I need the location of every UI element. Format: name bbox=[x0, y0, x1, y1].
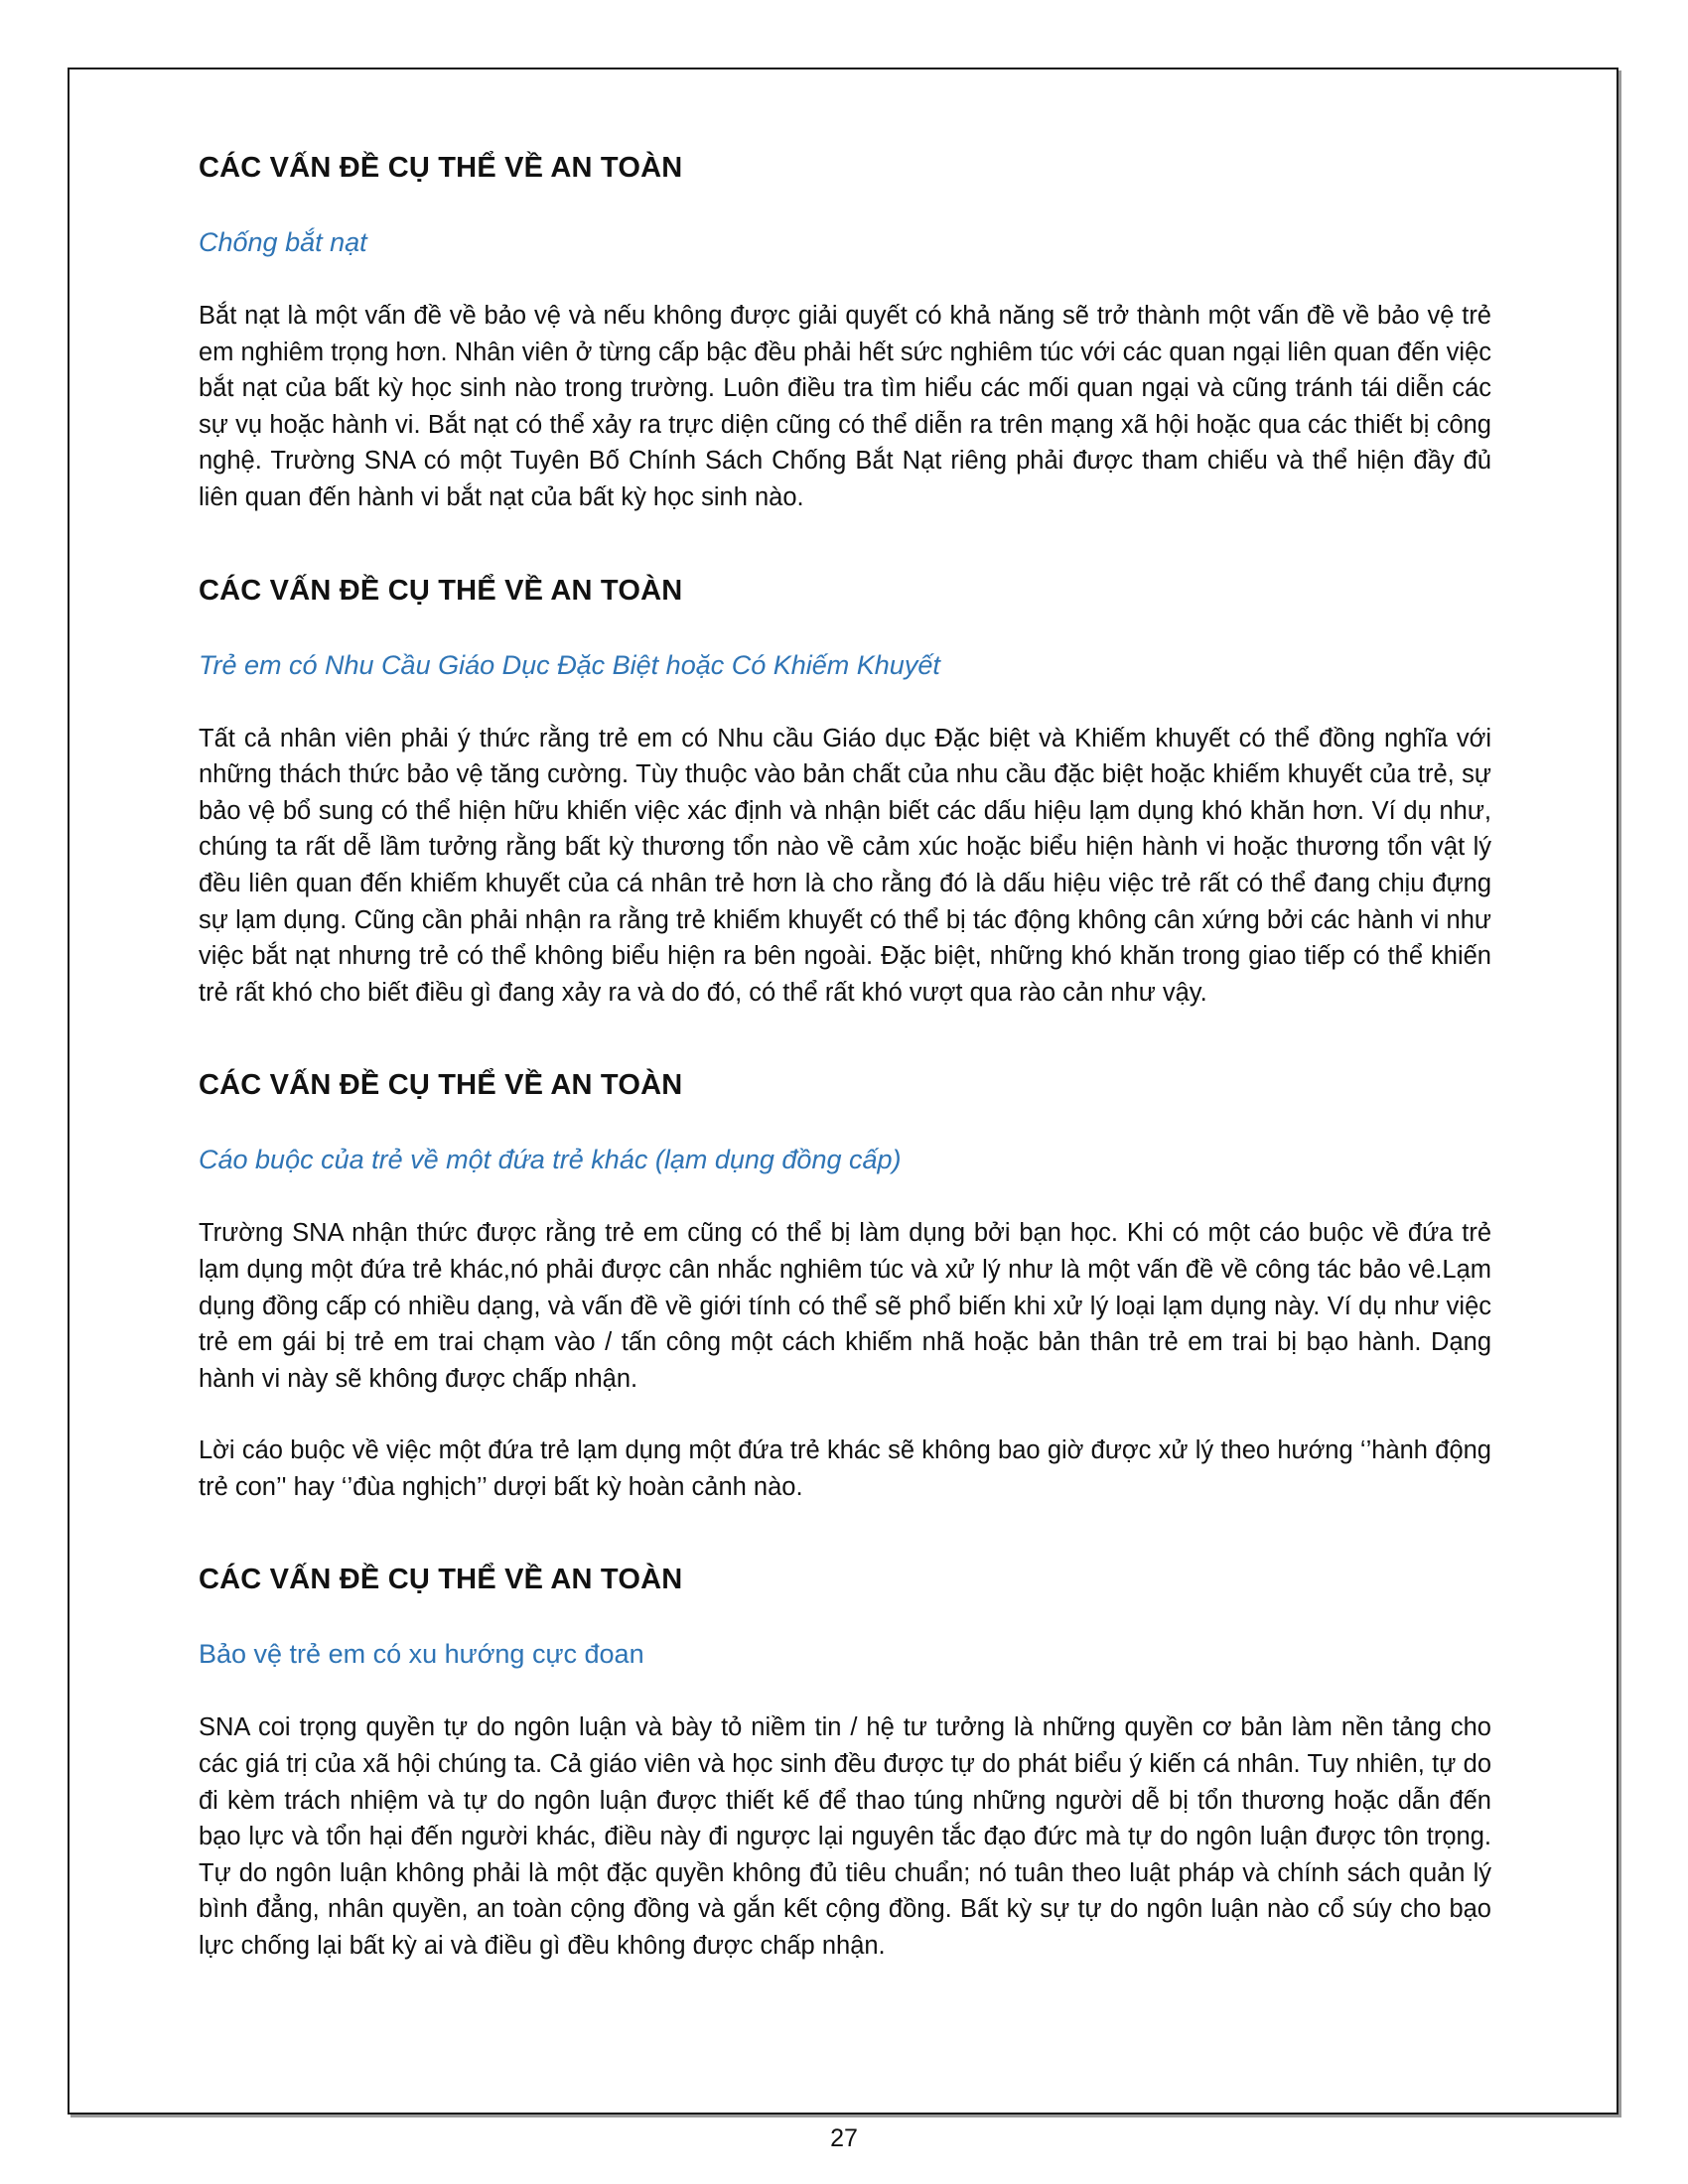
section-subheading: Bảo vệ trẻ em có xu hướng cực đoan bbox=[199, 1639, 644, 1670]
section-special-needs bbox=[199, 572, 1491, 1012]
paragraph: Tất cả nhân viên phải ý thức rằng trẻ em có Nhu cầu Giáo dục Đặc biệt và Khiếm khuyết có thể đồng nghĩa với những thách thức bảo vệ tăng cường. Tùy thuộc vào bản chất của nhu cầu đặc biệt hoặc khiếm khuyết của trẻ, sự bảo vệ bổ sung có thể hiện hữu khiến việc xác định và nhận biết các dấu hiệu lạm dụng khó khăn hơn. Ví dụ như, chúng ta rất dễ lầm tưởng rằng bất kỳ thương tổn nào về cảm xúc hoặc biểu hiện hành vi hoặc thương tổn vật lý đều liên quan đến khiếm khuyết của cá nhân trẻ hơn là cho rằng đó là dấu hiệu việc trẻ rất có thể đang chịu đựng sự lạm dụng. Cũng cần phải nhận ra rằng trẻ khiếm khuyết có thể bị tác động không cân xứng bởi các hành vi như việc bắt nạt nhưng trẻ có thể không biểu hiện ra bên ngoài. Đặc biệt, những khó khăn trong giao tiếp có thể khiến trẻ rất khó cho biết điều gì đang xảy ra và do đó, có thể rất khó vượt qua rào cản như vậy. bbox=[199, 724, 1491, 1007]
section-subheading: Trẻ em có Nhu Cầu Giáo Dục Đặc Biệt hoặc Có Khiếm Khuyết bbox=[199, 649, 940, 680]
section-heading: CÁC VẤN ĐỀ CỤ THỂ VỀ AN TOÀN bbox=[199, 152, 683, 184]
section-peer-abuse bbox=[199, 1066, 1491, 1505]
paragraph: Trường SNA nhận thức được rằng trẻ em cũng có thể bị làm dụng bởi bạn học. Khi có một cáo buộc về đứa trẻ lạm dụng một đứa trẻ khác,nó phải được cân nhắc nghiêm túc và xử lý như là một vấn đề về công tác bảo vê.Lạm dụng đồng cấp có nhiều dạng, và vấn đề về giới tính có thể sẽ phổ biến khi xử lý loại lạm dụng này. Ví dụ như việc trẻ em gái bị trẻ em trai chạm vào / tấn công một cách khiếm nhã hoặc bản thân trẻ em trai bị bạo hành. Dạng hành vi này sẽ không được chấp nhận. bbox=[199, 1219, 1491, 1393]
paragraph: Lời cáo buộc về việc một đứa trẻ lạm dụng một đứa trẻ khác sẽ không bao giờ được xử lý theo hướng ‘’hành động trẻ con’' hay ‘’đùa nghịch’’ dượi bất kỳ hoàn cảnh nào. bbox=[199, 1436, 1491, 1501]
section-anti-bullying bbox=[199, 149, 1491, 516]
paragraph: SNA coi trọng quyền tự do ngôn luận và bày tỏ niềm tin / hệ tư tưởng là những quyền cơ bản làm nền tảng cho các giá trị của xã hội chúng ta. Cả giáo viên và học sinh đều được tự do phát biểu ý kiến cá nhân. Tuy nhiên, tự do đi kèm trách nhiệm và tự do ngôn luận được thiết kế để thao túng những người dễ bị tổn thương hoặc dẫn đến bạo lực và tổn hại đến người khác, điều này đi ngược lại nguyên tắc đạo đức mà tự do ngôn luận được tôn trọng. Tự do ngôn luận không phải là một đặc quyền không đủ tiêu chuẩn; nó tuân theo luật pháp và chính sách quản lý bình đẳng, nhân quyền, an toàn cộng đồng và gắn kết cộng đồng. Bất kỳ sự tự do ngôn luận nào cổ súy cho bạo lực chống lại bất kỳ ai và điều gì đều không được chấp nhận. bbox=[199, 1713, 1491, 1961]
paragraph: Bắt nạt là một vấn đề về bảo vệ và nếu không được giải quyết có khả năng sẽ trở thành một vấn đề về bảo vệ trẻ em nghiêm trọng hơn. Nhân viên ở từng cấp bậc đều phải hết sức nghiêm túc với các quan ngại liên quan đến việc bắt nạt của bất kỳ học sinh nào trong trường. Luôn điều tra tìm hiểu các mối quan ngại và cũng tránh tái diễn các sự vụ hoặc hành vi. Bắt nạt có thể xảy ra trực diện cũng có thể diễn ra trên mạng xã hội hoặc qua các thiết bị công nghệ. Trường SNA có một Tuyên Bố Chính Sách Chống Bắt Nạt riêng phải được tham chiếu và thể hiện đầy đủ liên quan đến hành vi bắt nạt của bất kỳ học sinh nào. bbox=[199, 302, 1492, 511]
section-subheading: Cáo buộc của trẻ về một đứa trẻ khác (lạm dụng đồng cấp) bbox=[199, 1145, 902, 1175]
page-number: 27 bbox=[830, 2124, 858, 2152]
section-heading: CÁC VẤN ĐỀ CỤ THỂ VỀ AN TOÀN bbox=[199, 1069, 683, 1102]
section-subheading: Chống bắt nạt bbox=[199, 227, 367, 257]
section-heading: CÁC VẤN ĐỀ CỤ THỂ VỀ AN TOÀN bbox=[199, 574, 683, 607]
document-body bbox=[199, 149, 1491, 1965]
section-extremism bbox=[199, 1561, 1491, 1964]
section-heading: CÁC VẤN ĐỀ CỤ THỂ VỀ AN TOÀN bbox=[199, 1564, 683, 1596]
